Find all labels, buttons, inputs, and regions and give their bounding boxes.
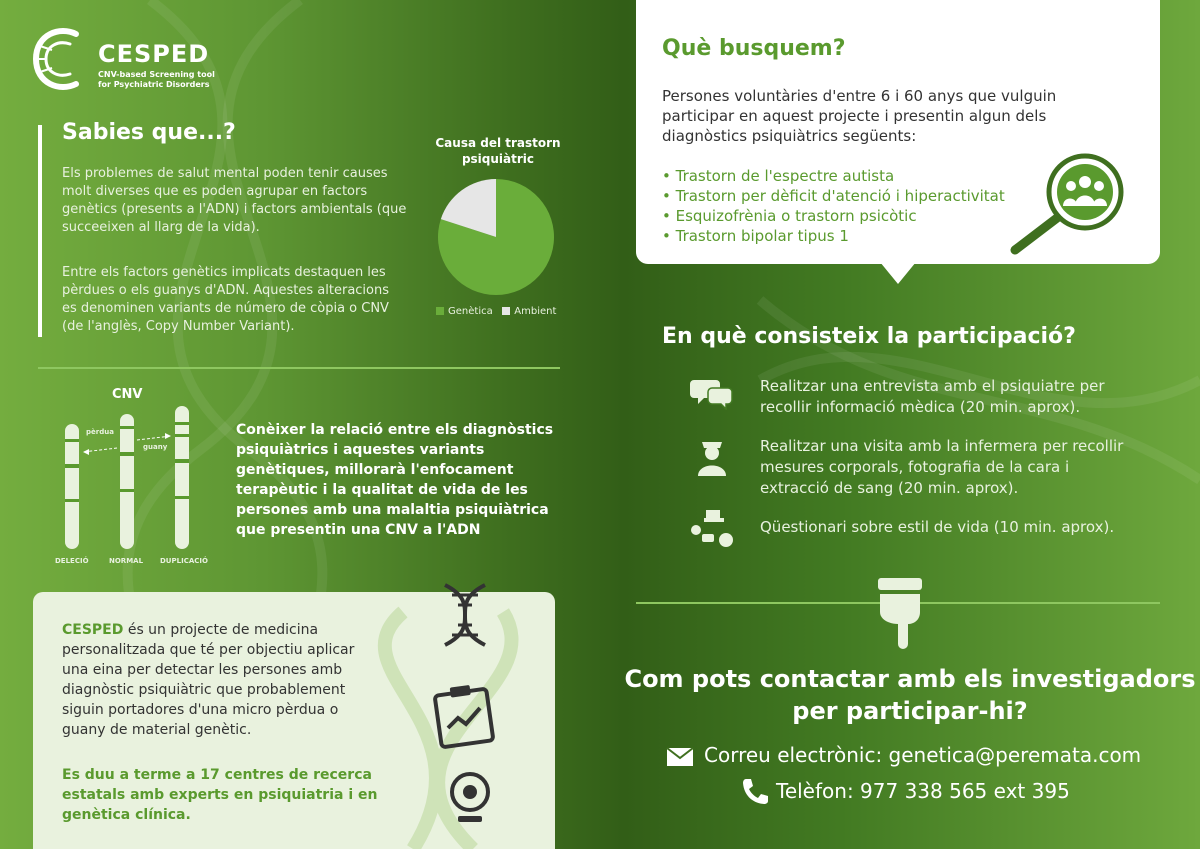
section-accent-bar — [38, 125, 42, 337]
legend-swatch-ambient — [502, 307, 510, 315]
contact-email[interactable]: Correu electrònic: genetica@peremata.com — [704, 743, 1142, 767]
cnv-statement: Conèixer la relació entre els diagnòstics psiquiàtrics i aquestes variants genètiques, millorarà l'enfocament terapèutic i la qualitat de vida de les persones amb una malaltia psiquiàtrica que presentin una CNV a l'ADN — [236, 422, 554, 538]
speech-bubbles-icon — [690, 376, 734, 410]
intro-title: Sabies que...? — [62, 120, 236, 145]
chromosome-normal — [120, 414, 134, 549]
chart-title-line-1: Causa del trastorn — [435, 136, 561, 150]
diagnosis-item: • Esquizofrènia o trastorn psicòtic — [662, 207, 917, 225]
legend-label-genetica: Genètica — [448, 306, 493, 317]
step-interview: Realitzar una entrevista amb el psiquiatre per recollir informació mèdica (20 min. aprox). — [760, 377, 1105, 416]
nurse-icon — [694, 436, 730, 476]
lifestyle-icon — [688, 506, 736, 550]
chart-title — [428, 135, 568, 167]
label-normal: NORMAL — [109, 557, 144, 565]
loss-label: pèrdua — [86, 428, 114, 436]
logo-subtitle — [98, 70, 218, 90]
dna-icon — [430, 580, 500, 650]
contact-title-line-2: per participar-hi? — [792, 697, 1028, 725]
logo-subtitle-line-2: for Psychiatric Disorders — [98, 80, 210, 89]
cesped-logo-icon — [30, 26, 92, 92]
step-questionnaire: Qüestionari sobre estil de vida (10 min. aprox). — [760, 518, 1115, 536]
pie-chart — [436, 177, 556, 297]
pointing-hand-icon — [874, 574, 928, 650]
logo-subtitle-line-1: CNV-based Screening tool — [98, 70, 215, 79]
divider-left — [38, 367, 560, 369]
chart-title-line-2: psiquiàtric — [461, 152, 535, 166]
contact-phone[interactable]: Telèfon: 977 338 565 ext 395 — [776, 779, 1070, 803]
cnv-title: CNV — [112, 387, 143, 402]
project-description-text: és un projecte de medicina personalitzada que té per objectiu aplicar una eina per detectar les persones amb diagnòstic psiquiàtric que probablement siguin portadores d'una micro pèrdua o guany de material genètic. — [62, 622, 355, 738]
step-nurse-visit: Realitzar una visita amb la infermera per recollir mesures corporals, fotografia de la cara i extracció de sang (20 min. aprox). — [760, 437, 1124, 497]
diagnosis-item: • Trastorn de l'espectre autista — [662, 167, 895, 185]
envelope-icon — [666, 747, 694, 767]
gain-label: guany — [143, 443, 168, 451]
seeking-box-tail — [880, 262, 916, 284]
chromosome-duplication — [175, 406, 189, 549]
contact-title-line-1: Com pots contactar amb els investigadors — [624, 665, 1196, 693]
project-description — [62, 620, 380, 740]
seeking-intro: Persones voluntàries d'entre 6 i 60 anys que vulguin participar en aquest projecte i presentin algun dels diagnòstics psiquiàtrics següents: — [662, 87, 1057, 145]
participation-title: En què consisteix la participació? — [662, 324, 1076, 349]
diagnosis-item: • Trastorn per dèficit d'atenció i hiperactivitat — [662, 187, 1005, 205]
label-duplication: DUPLICACIÓ — [160, 557, 208, 565]
project-centres: Es duu a terme a 17 centres de recerca estatals amb experts en psiquiatria i en genètica clínica. — [62, 767, 378, 823]
diagnosis-item: • Trastorn bipolar tipus 1 — [662, 227, 849, 245]
contact-title — [600, 663, 1200, 727]
clipboard-chart-icon — [428, 680, 500, 752]
intro-paragraph-2: Entre els factors genètics implicats destaquen les pèrdues o els guanys d'ADN. Aquestes alteracions es denominen variants de número de còpia o CNV (de l'anglès, Copy Number Variant). — [62, 265, 390, 334]
seeking-title: Què busquem? — [662, 36, 846, 61]
chart-legend — [436, 306, 556, 317]
label-deletion: DELECIÓ — [55, 557, 89, 565]
legend-swatch-genetica — [436, 307, 444, 315]
logo-name: CESPED — [98, 40, 210, 68]
chromosome-deletion — [65, 424, 79, 549]
project-name: CESPED — [62, 622, 124, 638]
phone-icon — [740, 777, 768, 805]
intro-paragraph-1: Els problemes de salut mental poden tenir causes molt diverses que es poden agrupar en factors genètics (presents a l'ADN) i factors ambientals (que succeeixen al llarg de la vida). — [62, 166, 407, 235]
legend-label-ambient: Ambient — [514, 306, 557, 317]
chromosome-diagram — [55, 404, 215, 554]
magnifier-people-icon — [1005, 150, 1135, 255]
diagnosis-list — [662, 166, 1005, 246]
webcam-icon — [448, 770, 492, 830]
